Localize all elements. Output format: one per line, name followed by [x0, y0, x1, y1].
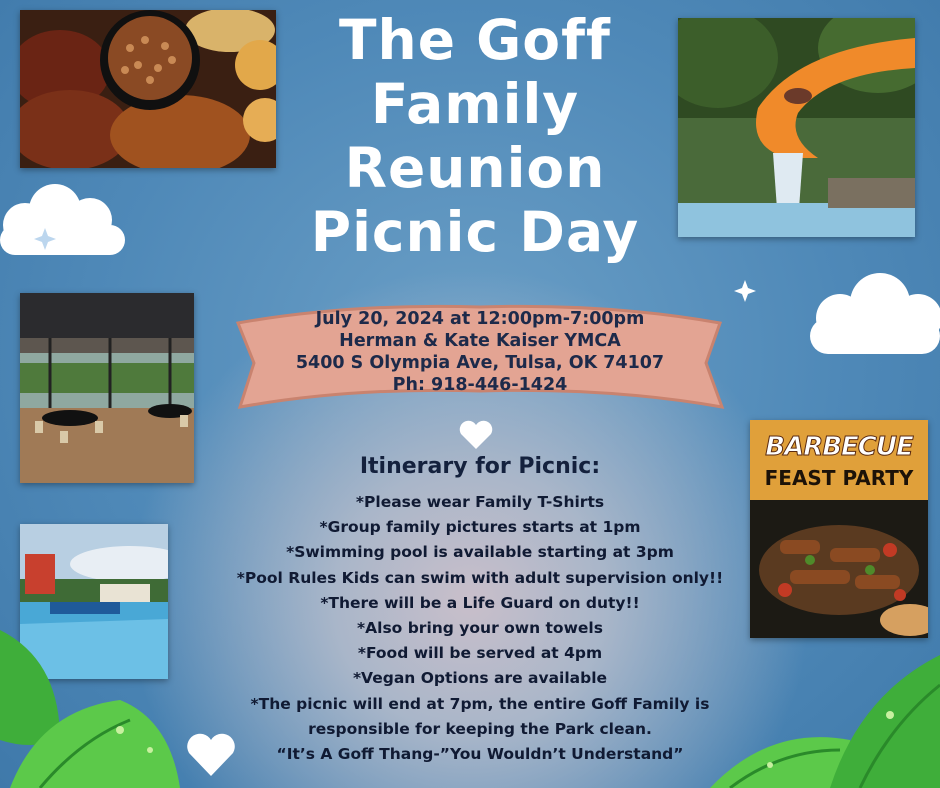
cloud-right [800, 268, 940, 360]
title-line: Picnic Day [310, 200, 640, 264]
itinerary-item: *Swimming pool is available starting at 3pm [286, 543, 674, 562]
bbq-poster-title: BARBECUE [765, 432, 913, 462]
flyer-title [240, 8, 710, 264]
waterslide-photo [678, 18, 915, 237]
itinerary-item: *Also bring your own towels [357, 619, 603, 638]
cloud-left [0, 180, 130, 260]
event-hall-photo [20, 293, 194, 483]
title-line: Reunion [344, 136, 606, 200]
itinerary-item: *Please wear Family T-Shirts [355, 493, 605, 511]
itinerary-item: responsible for keeping the Park clean. [308, 719, 652, 738]
itinerary-item: *Pool Rules Kids can swim with adult supervision only!! [236, 568, 724, 587]
itinerary-item: *The picnic will end at 7pm, the entire Goff Family is [250, 694, 710, 713]
event-phone: Ph: 918-446-1424 [392, 375, 568, 395]
itinerary-heading: Itinerary for Picnic: [359, 454, 601, 479]
event-venue: Herman & Kate Kaiser YMCA [339, 331, 621, 351]
itinerary-item: *Vegan Options are available [352, 669, 608, 688]
itinerary-item: *Group family pictures starts at 1pm [319, 518, 641, 537]
title-line: Family [370, 72, 580, 136]
event-details [250, 308, 710, 396]
event-hall-image [20, 293, 194, 483]
itinerary-item: *There will be a Life Guard on duty!! [320, 593, 640, 612]
itinerary-tagline: “It’s A Goff Thang-”You Wouldn’t Understand” [276, 745, 684, 764]
title-line: The Goff [339, 8, 611, 72]
waterslide-image [678, 18, 915, 237]
bbq-food-photo [20, 10, 276, 168]
bbq-food-image [20, 10, 276, 168]
itinerary-item: *Food will be served at 4pm [357, 644, 603, 663]
sparkle-icon [734, 280, 756, 302]
bbq-poster-subtitle: FEAST PARTY [764, 466, 914, 490]
itinerary-list [150, 490, 810, 767]
event-date: July 20, 2024 at 12:00pm-7:00pm [315, 309, 645, 329]
event-address: 5400 S Olympia Ave, Tulsa, OK 74107 [295, 353, 665, 373]
